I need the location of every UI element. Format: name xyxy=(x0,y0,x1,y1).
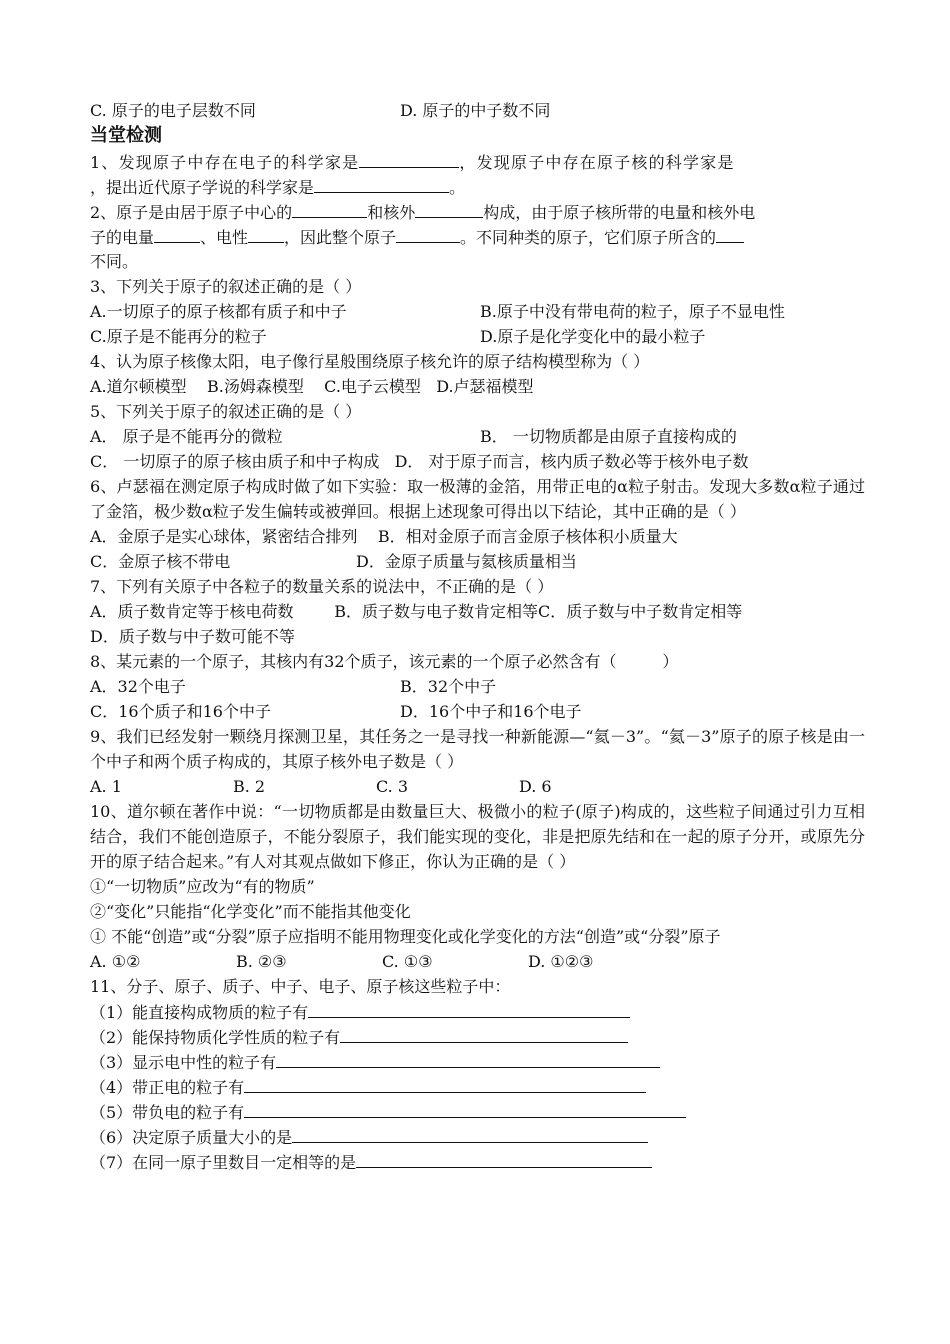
q9-option-a: A. 1 xyxy=(90,777,122,796)
q2-text-6: ，因此整个原子 xyxy=(284,228,397,247)
q6-option-d: D．金原子质量与氦核质量相当 xyxy=(356,552,577,571)
q3-option-a: A.一切原子的原子核都有质子和中子 xyxy=(90,302,347,321)
question-3-options-row-2 xyxy=(90,324,865,349)
question-5-options-row-2: C． 一切原子的原子核由质子和中子构成 D． 对于原子而言，核内质子数必等于核外电子数 xyxy=(90,452,749,471)
worksheet-page xyxy=(90,98,865,1174)
question-8-options-row-1 xyxy=(90,674,865,699)
q3-option-b: B.原子中没有带电荷的粒子，原子不显电性 xyxy=(480,302,785,321)
q9-option-d: D. 6 xyxy=(519,777,552,796)
q11-blank-6[interactable] xyxy=(292,1124,648,1143)
q10-option-d: D. ①②③ xyxy=(528,952,594,971)
q11-blank-4[interactable] xyxy=(244,1074,646,1093)
q3-option-d: D.原子是化学变化中的最小粒子 xyxy=(480,327,706,346)
question-10-stem: 10、道尔顿在著作中说：“一切物质都是由数量巨大、极微小的粒子(原子)构成的，这些粒子间通过引力互相结合，我们不能创造原子，不能分裂原子，我们能实现的变化，非是把原先结和在一起的原子分开，或原先分开的原子结合起来。”有人对其观点做如下修正，你认为正确的是（ ） xyxy=(90,802,865,871)
option-d: D. 原子的中子数不同 xyxy=(400,101,551,120)
q11-item-6 xyxy=(90,1124,865,1149)
q2-text-5: 、电性 xyxy=(200,228,249,247)
question-1-line-1 xyxy=(90,149,865,174)
question-5-options-row-1 xyxy=(90,424,865,449)
question-5-stem: 5、下列关于原子的叙述正确的是（ ） xyxy=(90,402,362,421)
q2-blank-4[interactable] xyxy=(248,224,284,243)
q11-item-4 xyxy=(90,1074,865,1099)
q9-option-b: B. 2 xyxy=(233,777,266,796)
q8-option-a: A．32个电子 xyxy=(90,677,186,696)
q2-text-1: 2、原子是由居于原子中心的 xyxy=(90,203,293,222)
q10-statement-2: ②“变化”只能指“化学变化”而不能指其他变化 xyxy=(90,902,411,921)
q2-text-4: 子的电量 xyxy=(90,228,155,247)
q2-blank-2[interactable] xyxy=(415,199,483,218)
question-4-options: A.道尔顿模型 B.汤姆森模型 C.电子云模型 D.卢瑟福模型 xyxy=(90,377,534,396)
question-3-options-row-1 xyxy=(90,299,865,324)
q1-text-2: ，发现原子中存在原子核的科学家是 xyxy=(459,153,735,172)
q2-text-8: 不同。 xyxy=(90,252,139,271)
section-title: 当堂检测 xyxy=(90,125,162,146)
q2-text-2: 和核外 xyxy=(367,203,416,222)
q11-item-1-label: （1）能直接构成物质的粒子有 xyxy=(90,1003,309,1022)
top-options-row xyxy=(90,98,865,123)
q6-option-c: C．金原子核不带电 xyxy=(90,552,231,571)
question-6-options-row-1: A．金原子是实心球体，紧密结合排列 B．相对金原子而言金原子核体积小质量大 xyxy=(90,527,678,546)
q11-item-5 xyxy=(90,1099,865,1124)
q9-option-c: C. 3 xyxy=(376,777,409,796)
q10-option-a: A. ①② xyxy=(90,952,141,971)
q2-blank-6[interactable] xyxy=(716,224,744,243)
question-8-stem: 8、某元素的一个原子，其核内有32个质子，该元素的一个原子必然含有（ ） xyxy=(90,652,679,671)
q11-item-5-label: （5）带负电的粒子有 xyxy=(90,1103,245,1122)
q5-option-a: A． 原子是不能再分的微粒 xyxy=(90,427,283,446)
question-10-options xyxy=(90,949,865,974)
q11-item-2 xyxy=(90,1024,865,1049)
q2-blank-3[interactable] xyxy=(154,224,200,243)
question-6-options-row-2 xyxy=(90,549,865,574)
q10-statement-1: ①“一切物质”应改为“有的物质” xyxy=(90,877,315,896)
question-4-stem: 4、认为原子核像太阳，电子像行星般围绕原子核允许的原子结构模型称为（ ） xyxy=(90,352,650,371)
question-11-stem: 11、分子、原子、质子、中子、电子、原子核这些粒子中： xyxy=(90,977,511,996)
q2-blank-5[interactable] xyxy=(396,224,460,243)
q5-option-b: B． 一切物质都是由原子直接构成的 xyxy=(480,427,737,446)
q10-option-c: C. ①③ xyxy=(382,952,433,971)
q2-text-7: 。不同种类的原子，它们原子所含的 xyxy=(460,228,717,247)
q8-option-b: B．32个中子 xyxy=(400,677,497,696)
question-2-line-1 xyxy=(90,199,865,224)
question-2-line-2 xyxy=(90,224,865,249)
q10-statement-3: ① 不能“创造”或“分裂”原子应指明不能用物理变化或化学变化的方法“创造”或“分裂”原子 xyxy=(90,927,721,946)
q11-blank-5[interactable] xyxy=(244,1099,686,1118)
q11-item-4-label: （4）带正电的粒子有 xyxy=(90,1078,245,1097)
q8-option-c: C．16个质子和16个中子 xyxy=(90,702,271,721)
q7-option-d: D．质子数与中子数可能不等 xyxy=(90,627,295,646)
q1-text-3: ，提出近代原子学说的科学家是 xyxy=(90,178,315,197)
q1-text-1: 1、发现原子中存在电子的科学家是 xyxy=(90,153,360,172)
q11-item-3 xyxy=(90,1049,865,1074)
question-7-stem: 7、下列有关原子中各粒子的数量关系的说法中，不正确的是（ ） xyxy=(90,577,554,596)
q11-item-6-label: （6）决定原子质量大小的是 xyxy=(90,1128,293,1147)
question-9-stem: 9、我们已经发射一颗绕月探测卫星，其任务之一是寻找一种新能源—“氦－3”。“氦－3”原子的原子核是由一个中子和两个质子构成的，其原子核外电子数是（ ） xyxy=(90,727,865,771)
question-1-line-2 xyxy=(90,174,865,199)
q8-option-d: D．16个中子和16个电子 xyxy=(400,702,582,721)
question-8-options-row-2 xyxy=(90,699,865,724)
q11-blank-1[interactable] xyxy=(308,999,630,1018)
q1-blank-2[interactable] xyxy=(314,174,449,193)
q11-item-7-label: （7）在同一原子里数目一定相等的是 xyxy=(90,1153,357,1172)
q3-option-c: C.原子是不能再分的粒子 xyxy=(90,327,267,346)
q11-blank-3[interactable] xyxy=(276,1049,660,1068)
question-7-options-row-1: A．质子数肯定等于核电荷数 B．质子数与电子数肯定相等C．质子数与中子数肯定相等 xyxy=(90,602,743,621)
q1-blank-1[interactable] xyxy=(359,149,459,168)
q11-item-3-label: （3）显示电中性的粒子有 xyxy=(90,1053,277,1072)
q2-text-3: 构成，由于原子核所带的电量和核外电 xyxy=(483,203,756,222)
q2-blank-1[interactable] xyxy=(292,199,367,218)
q11-item-7 xyxy=(90,1149,865,1174)
q1-text-4: 。 xyxy=(449,178,466,197)
question-3-stem: 3、下列关于原子的叙述正确的是（ ） xyxy=(90,277,362,296)
option-c: C. 原子的电子层数不同 xyxy=(90,101,256,120)
q11-blank-7[interactable] xyxy=(356,1149,652,1168)
q11-item-1 xyxy=(90,999,865,1024)
question-6-stem: 6、卢瑟福在测定原子构成时做了如下实验：取一极薄的金箔，用带正电的α粒子射击。发现大多数α粒子通过了金箔，极少数α粒子发生偏转或被弹回。根据上述现象可得出以下结论，其中正确的是（ ） xyxy=(90,477,865,521)
q11-blank-2[interactable] xyxy=(340,1024,628,1043)
question-9-options xyxy=(90,774,865,799)
q10-option-b: B. ②③ xyxy=(236,952,287,971)
q11-item-2-label: （2）能保持物质化学性质的粒子有 xyxy=(90,1028,341,1047)
